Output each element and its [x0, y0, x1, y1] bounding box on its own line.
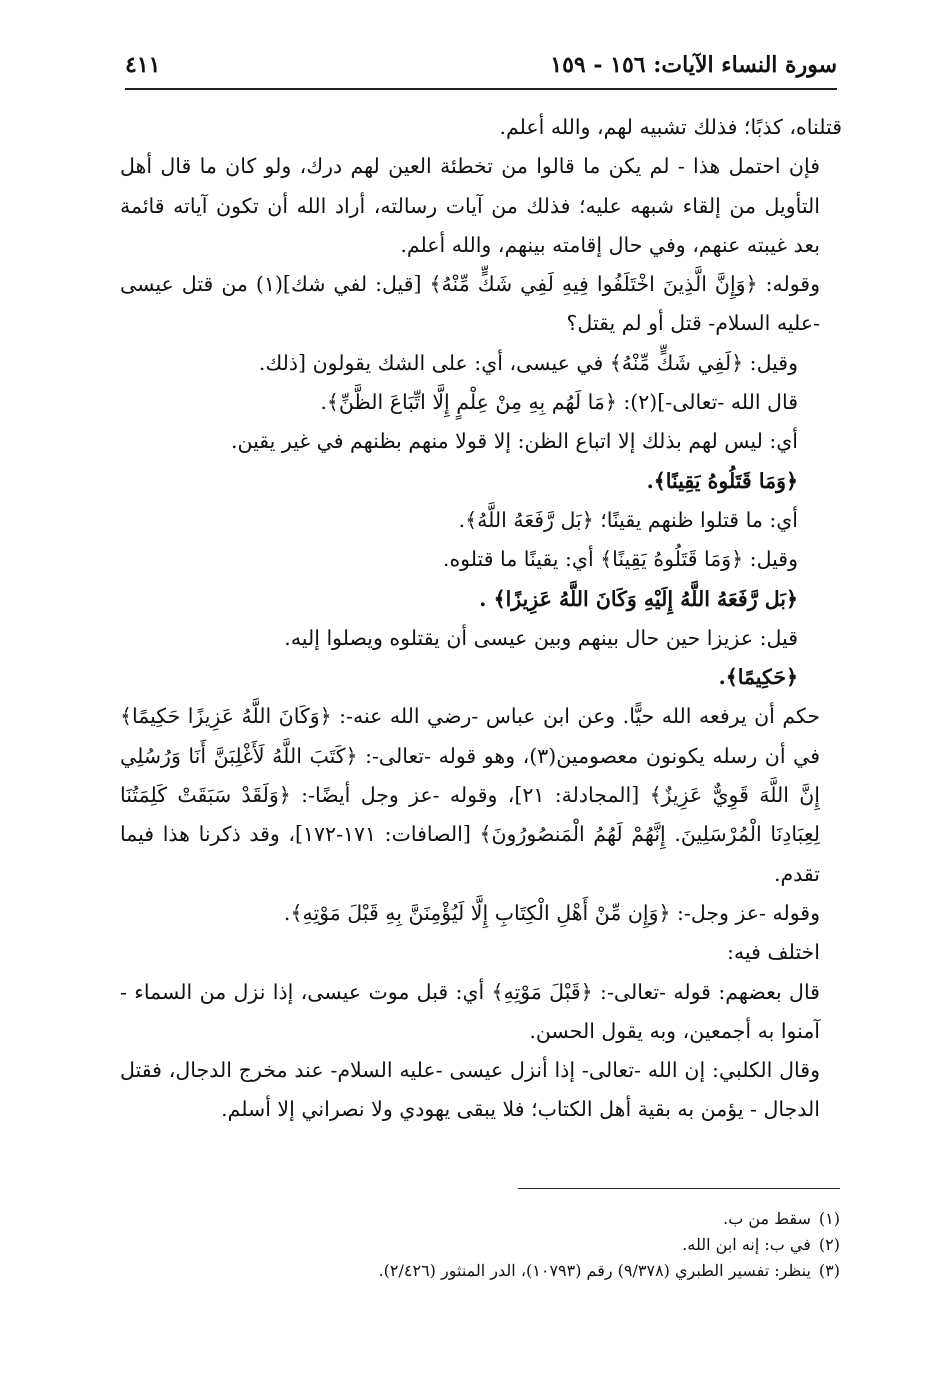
- main-text: [120, 108, 842, 1130]
- footnote-item: [240, 1206, 840, 1232]
- footnote-text: ينظر: تفسير الطبري (٩/٣٧٨) رقم (١٠٧٩٣)، الدر المنثور (٢/٤٢٦).: [378, 1261, 811, 1280]
- footnote-number: (٢): [818, 1235, 840, 1254]
- paragraph: وقوله: ﴿وَإِنَّ الَّذِينَ اخْتَلَفُوا فِيهِ لَفِي شَكٍّ مِّنْهُ﴾ [قيل: لفي شك](١) من قتل عيسى -عليه السلام- قتل أو لم يقتل؟: [120, 272, 821, 336]
- paragraph: قيل: عزيزا حين حال بينهم وبين عيسى أن يقتلوه ويصلوا إليه.: [284, 625, 798, 650]
- paragraph: قال بعضهم: قوله -تعالى-: ﴿قَبْلَ مَوْتِهِ﴾ أي: قبل موت عيسى، إذا نزل من السماء - آمنوا به أجمعين، وبه يقول الحسن.: [120, 979, 820, 1043]
- quran-verse: ﴿وَمَا قَتَلُوهُ يَقِينًا﴾.: [646, 468, 798, 493]
- footnote-item: [240, 1258, 840, 1284]
- paragraph: قال الله -تعالى-](٢): ﴿مَا لَهُم بِهِ مِنْ عِلْمٍ إِلَّا اتِّبَاعَ الظَّنِّ﴾.: [320, 390, 798, 415]
- footnote-text: في ب: إنه ابن الله.: [682, 1235, 811, 1254]
- footnote-item: [240, 1232, 840, 1258]
- paragraph: وقال الكلبي: إن الله -تعالى- إذا أنزل عيسى -عليه السلام- عند مخرج الدجال، فقتل الدجال - يؤمن به بقية أهل الكتاب؛ فلا يبقى يهودي ولا نصراني إلا أسلم.: [120, 1058, 820, 1122]
- footnote-text: سقط من ب.: [723, 1209, 811, 1228]
- paragraph: اختلف فيه:: [727, 940, 820, 965]
- paragraph: أي: ليس لهم بذلك إلا اتباع الظن: إلا قولا منهم بظنهم في غير يقين.: [231, 429, 798, 454]
- paragraph: حكم أن يرفعه الله حيًّا. وعن ابن عباس -رضي الله عنه-: ﴿وَكَانَ اللَّهُ عَزِيزًا حَكِيمًا﴾ في أن رسله يكونون معصومين(٣)، وهو قوله -تعالى-: ﴿كَتَبَ اللَّهُ لَأَغْلِبَنَّ أَنَا وَرُسُلِي إِنَّ اللَّهَ قَوِيٌّ عَزِيزٌ﴾ [المجادلة: ٢١]، وقوله -عز وجل أيضًا-: ﴿وَلَقَدْ سَبَقَتْ كَلِمَتُنَا لِعِبَادِنَا الْمُرْسَلِينَ. إِنَّهُمْ لَهُمُ الْمَنصُورُونَ﴾ [الصافات: ١٧١-١٧٢]، وقد ذكرنا هذا فيما تقدم.: [120, 704, 820, 886]
- paragraph: فإن احتمل هذا - لم يكن ما قالوا من تخطئة العين لهم درك، ولو كان ما قال أهل التأويل من إلقاء شبهه عليه؛ فذلك من آيات رسالته، أراد الله أن تكون آياته قائمة بعد غيبته عنهم، وفي حال إقامته بينهم، والله أعلم.: [120, 154, 820, 257]
- footnote-number: (٣): [818, 1261, 840, 1280]
- paragraph: أي: ما قتلوا ظنهم يقينًا؛ ﴿بَل رَّفَعَهُ اللَّهُ﴾.: [458, 507, 798, 532]
- paragraph: وقيل: ﴿لَفِي شَكٍّ مِّنْهُ﴾ في عيسى، أي: على الشك يقولون [ذلك.: [258, 350, 798, 375]
- page-header: [125, 48, 837, 90]
- footnote-divider: [518, 1188, 840, 1189]
- page-number: ٤١١: [125, 52, 161, 78]
- paragraph: قتلناه، كذبًا؛ فذلك تشبيه لهم، والله أعلم.: [499, 115, 842, 139]
- footnotes: [240, 1206, 840, 1284]
- paragraph: وقيل: ﴿وَمَا قَتَلُوهُ يَقِينًا﴾ أي: يقينًا ما قتلوه.: [442, 547, 798, 572]
- quran-verse: ﴿حَكِيمًا﴾.: [718, 665, 798, 690]
- footnote-number: (١): [818, 1209, 840, 1228]
- paragraph: وقوله -عز وجل-: ﴿وَإِن مِّنْ أَهْلِ الْكِتَابِ إِلَّا لَيُؤْمِنَنَّ بِهِ قَبْلَ مَوْتِهِ﴾.: [283, 900, 820, 925]
- quran-verse: ﴿بَل رَّفَعَهُ اللَّهُ إِلَيْهِ وَكَانَ اللَّهُ عَزِيزًا﴾ .: [479, 586, 798, 611]
- running-title: سورة النساء الآيات: ١٥٦ - ١٥٩: [550, 52, 837, 78]
